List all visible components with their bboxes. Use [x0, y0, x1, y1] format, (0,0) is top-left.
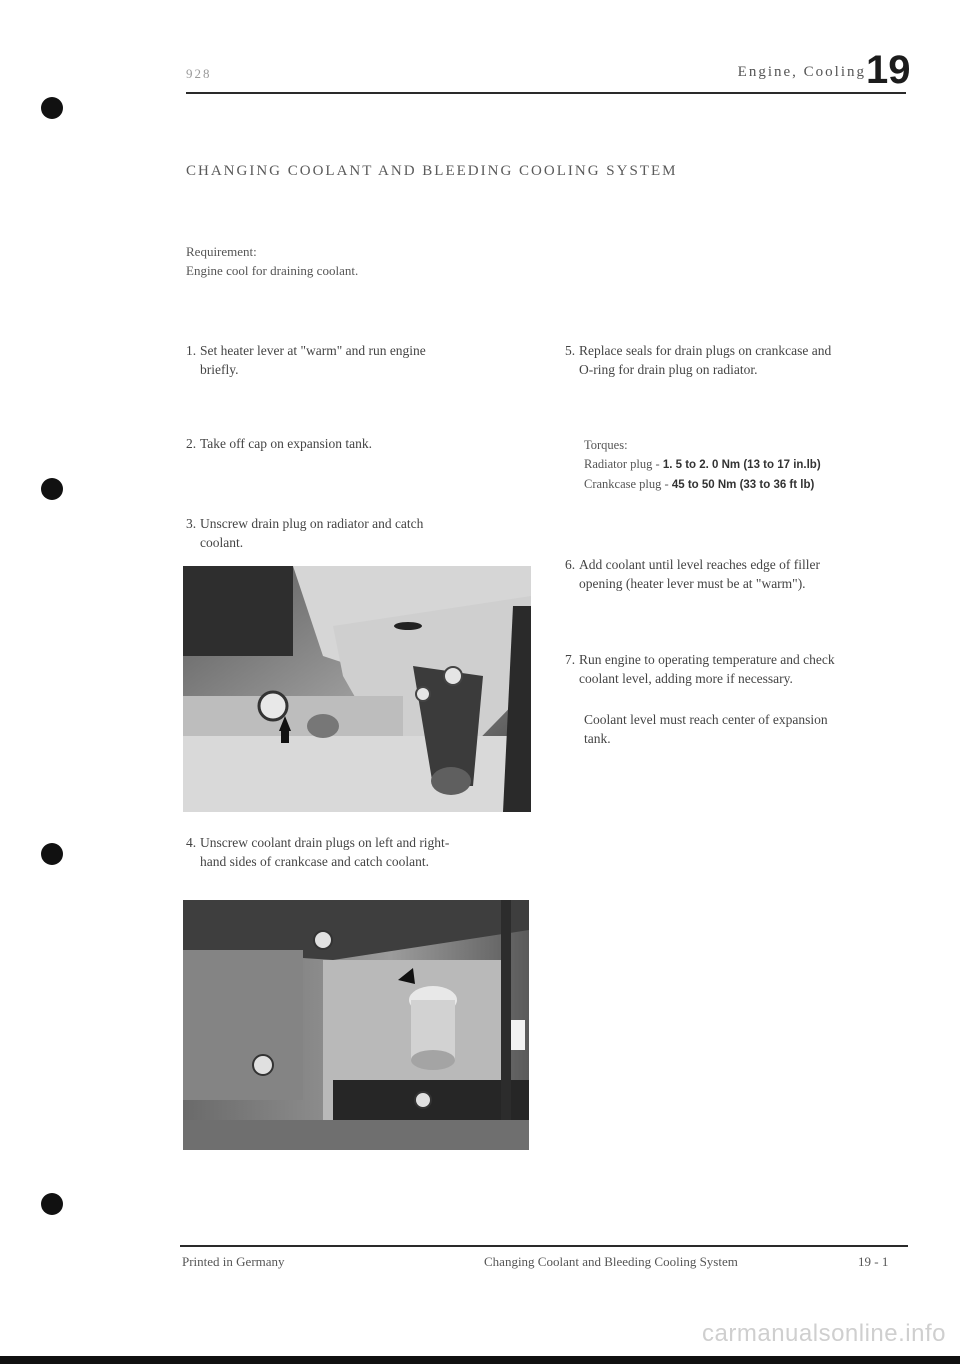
watermark: carmanualsonline.info — [702, 1320, 946, 1347]
note-text: Coolant level must reach center of expansion — [584, 712, 828, 727]
step-text: Take off cap on expansion tank. — [200, 436, 372, 451]
punch-hole — [41, 1193, 63, 1215]
step-text: hand sides of crankcase and catch coolant. — [200, 854, 430, 869]
radiator-plug-label: Radiator plug - — [584, 457, 660, 471]
step-2 — [186, 434, 526, 453]
step-5 — [565, 341, 910, 379]
radiator-drain-photo — [183, 566, 531, 812]
punch-hole — [41, 478, 63, 500]
group-number: 19 — [866, 48, 911, 92]
punch-hole — [41, 843, 63, 865]
step-4 — [186, 833, 531, 871]
step-number: 3. — [186, 516, 197, 531]
step-text: opening (heater lever must be at "warm"). — [579, 576, 806, 591]
step-text: Unscrew coolant drain plugs on left and right- — [200, 835, 450, 850]
header-rule — [186, 92, 906, 94]
step-number: 1. — [186, 343, 197, 358]
radiator-torque — [584, 455, 821, 475]
requirement-block — [186, 242, 358, 280]
step-number: 6. — [565, 557, 576, 572]
printed-in: Printed in Germany — [182, 1254, 285, 1269]
crankcase-torque — [584, 475, 821, 495]
step-6 — [565, 555, 910, 593]
step-text: Add coolant until level reaches edge of filler — [579, 557, 821, 572]
step-7 — [565, 650, 910, 688]
step-text: Set heater lever at "warm" and run engine — [200, 343, 426, 358]
section-title: Engine, Cooling — [737, 64, 866, 80]
step-number: 4. — [186, 835, 197, 850]
step-text: Replace seals for drain plugs on crankcase and — [579, 343, 832, 358]
requirement-label: Requirement: — [186, 244, 257, 259]
step-text: briefly. — [200, 362, 239, 377]
crankcase-drain-photo — [183, 900, 529, 1150]
step-1 — [186, 341, 526, 379]
step-number: 2. — [186, 436, 197, 451]
step-text: coolant. — [200, 535, 244, 550]
step-text: coolant level, adding more if necessary. — [579, 671, 793, 686]
model-number: 928 — [186, 66, 212, 81]
step-text: O-ring for drain plug on radiator. — [579, 362, 758, 377]
footer-rule — [180, 1245, 908, 1247]
step-3 — [186, 514, 526, 552]
radiator-plug-value: 1. 5 to 2. 0 Nm (13 to 17 in.lb) — [662, 459, 821, 471]
punch-hole — [41, 97, 63, 119]
requirement-text: Engine cool for draining coolant. — [186, 263, 359, 278]
torque-spec — [584, 436, 821, 495]
page-number: 19 - 1 — [858, 1254, 889, 1269]
step-text: Run engine to operating temperature and check — [579, 652, 835, 667]
note-text: tank. — [584, 731, 611, 746]
page-title: CHANGING COOLANT AND BLEEDING COOLING SYSTEM — [186, 163, 678, 179]
step-text: Unscrew drain plug on radiator and catch — [200, 516, 424, 531]
torque-label: Torques: — [584, 438, 628, 452]
coolant-level-note — [584, 710, 904, 748]
crankcase-plug-value: 45 to 50 Nm (33 to 36 ft lb) — [671, 479, 815, 491]
step-number: 7. — [565, 652, 576, 667]
footer-title: Changing Coolant and Bleeding Cooling System — [484, 1254, 738, 1269]
step-number: 5. — [565, 343, 576, 358]
bottom-bar — [0, 1356, 960, 1364]
crankcase-plug-label: Crankcase plug - — [584, 477, 669, 491]
